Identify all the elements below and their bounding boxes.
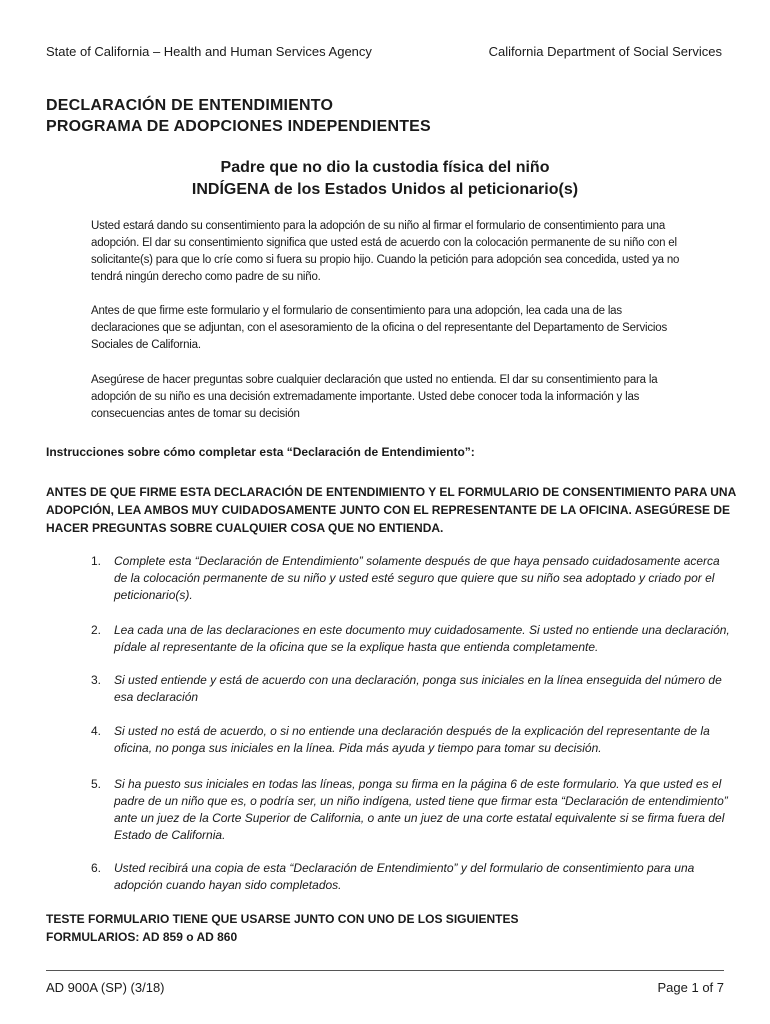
step-number: 4. — [91, 724, 102, 738]
step-number: 2. — [91, 623, 102, 637]
instruction-step — [91, 776, 731, 844]
instruction-step — [91, 553, 731, 604]
document-title-line-1: DECLARACIÓN DE ENTENDIMIENTO — [46, 97, 334, 114]
step-text: Si usted entiende y está de acuerdo con una declaración, ponga sus iniciales en la línea enseguida del número de esa declaración — [114, 673, 722, 704]
intro-paragraph-consent: Usted estará dando su consentimiento para la adopción de su niño al firmar el formulario de consentimiento para una adopción. El dar su consentimiento significa que usted está de acuerdo con la colocación permanente de su niño con el solicitante(s) para que lo críe como si fuera su propio hijo. Cuando la petición para adopción sea concedida, usted ya no tendrá ningún derecho como padre de su niño. — [91, 220, 680, 283]
instruction-step — [91, 723, 731, 757]
instructions-warning: ANTES DE QUE FIRME ESTA DECLARACIÓN DE ENTENDIMIENTO Y EL FORMULARIO DE CONSENTIMIENTO PARA UNA ADOPCIÓN, LEA AMBOS MUY CUIDADOSAMENTE JUNTO CON EL REPRESENTANTE DE LA OFICINA. ASEGÚRESE DE HACER PREGUNTAS SOBRE CUALQUIER COSA QUE NO ENTIENDA. — [46, 485, 736, 535]
header-agency: State of California – Health and Human Services Agency — [46, 44, 372, 59]
form-number: AD 900A (SP) (3/18) — [46, 980, 165, 995]
header-department: California Department of Social Services — [488, 44, 722, 59]
instructions-heading: Instrucciones sobre cómo completar esta “Declaración de Entendimiento”: — [46, 445, 475, 459]
document-title-line-2: PROGRAMA DE ADOPCIONES INDEPENDIENTES — [46, 118, 431, 135]
document-title — [46, 95, 431, 137]
form-usage-note-line-2: FORMULARIOS: AD 859 o AD 860 — [46, 930, 238, 944]
document-subtitle — [46, 157, 724, 201]
step-number: 3. — [91, 673, 102, 687]
step-text: Si ha puesto sus iniciales en todas las líneas, ponga su firma en la página 6 de este formulario. Ya que usted es el padre de un niño que es, o podría ser, un niño indígena, usted tiene que firmar esta “Declaración de entendimiento” ante un juez de la Corte Superior de California, o ante un juez de una corte estatal equivalente si se firma fuera del Estado de California. — [114, 777, 728, 842]
document-subtitle-line-2: INDÍGENA de los Estados Unidos al peticionario(s) — [191, 181, 579, 198]
step-number: 6. — [91, 861, 102, 875]
intro-paragraph-ask-questions: Asegúrese de hacer preguntas sobre cualquier declaración que usted no entienda. El dar su consentimiento para la adopción de su niño es una decisión extremadamente importante. Usted debe conocer toda la información y las consecuencias antes de tomar su decisión — [91, 374, 658, 420]
footer-divider — [46, 970, 724, 971]
instruction-step — [91, 622, 731, 656]
instruction-step — [91, 860, 731, 894]
form-usage-note-line-1: TESTE FORMULARIO TIENE QUE USARSE JUNTO CON UNO DE LOS SIGUIENTES — [46, 912, 519, 926]
step-text: Lea cada una de las declaraciones en este documento muy cuidadosamente. Si usted no entiende una declaración, pídale al representante de la oficina que se la explique hasta que entienda completamente. — [114, 623, 730, 654]
form-usage-note — [46, 910, 519, 946]
step-text: Complete esta “Declaración de Entendimiento” solamente después de que haya pensado cuidadosamente acerca de la colocación permanente de su niño y usted esté seguro que quiere que su niño sea adoptado y criado por el peticionario(s). — [114, 554, 720, 602]
step-text: Usted recibirá una copia de esta “Declaración de Entendimiento” y del formulario de consentimiento para una adopción cuando hayan sido completados. — [114, 861, 695, 892]
intro-paragraph-before-signing: Antes de que firme este formulario y el formulario de consentimiento para una adopción, lea cada una de las declaraciones que se adjuntan, con el asesoramiento de la oficina o del representante del Departamento de Servicios Sociales de California. — [91, 305, 668, 351]
page-number: Page 1 of 7 — [657, 980, 724, 995]
step-number: 5. — [91, 777, 102, 791]
step-text: Si usted no está de acuerdo, o si no entiende una declaración después de la explicación del representante de la oficina, no ponga sus iniciales en la línea. Pida más ayuda y tiempo para tomar su decisión. — [114, 724, 710, 755]
instruction-step — [91, 672, 731, 706]
document-subtitle-line-1: Padre que no dio la custodia física del niño — [220, 159, 550, 176]
step-number: 1. — [91, 554, 102, 568]
